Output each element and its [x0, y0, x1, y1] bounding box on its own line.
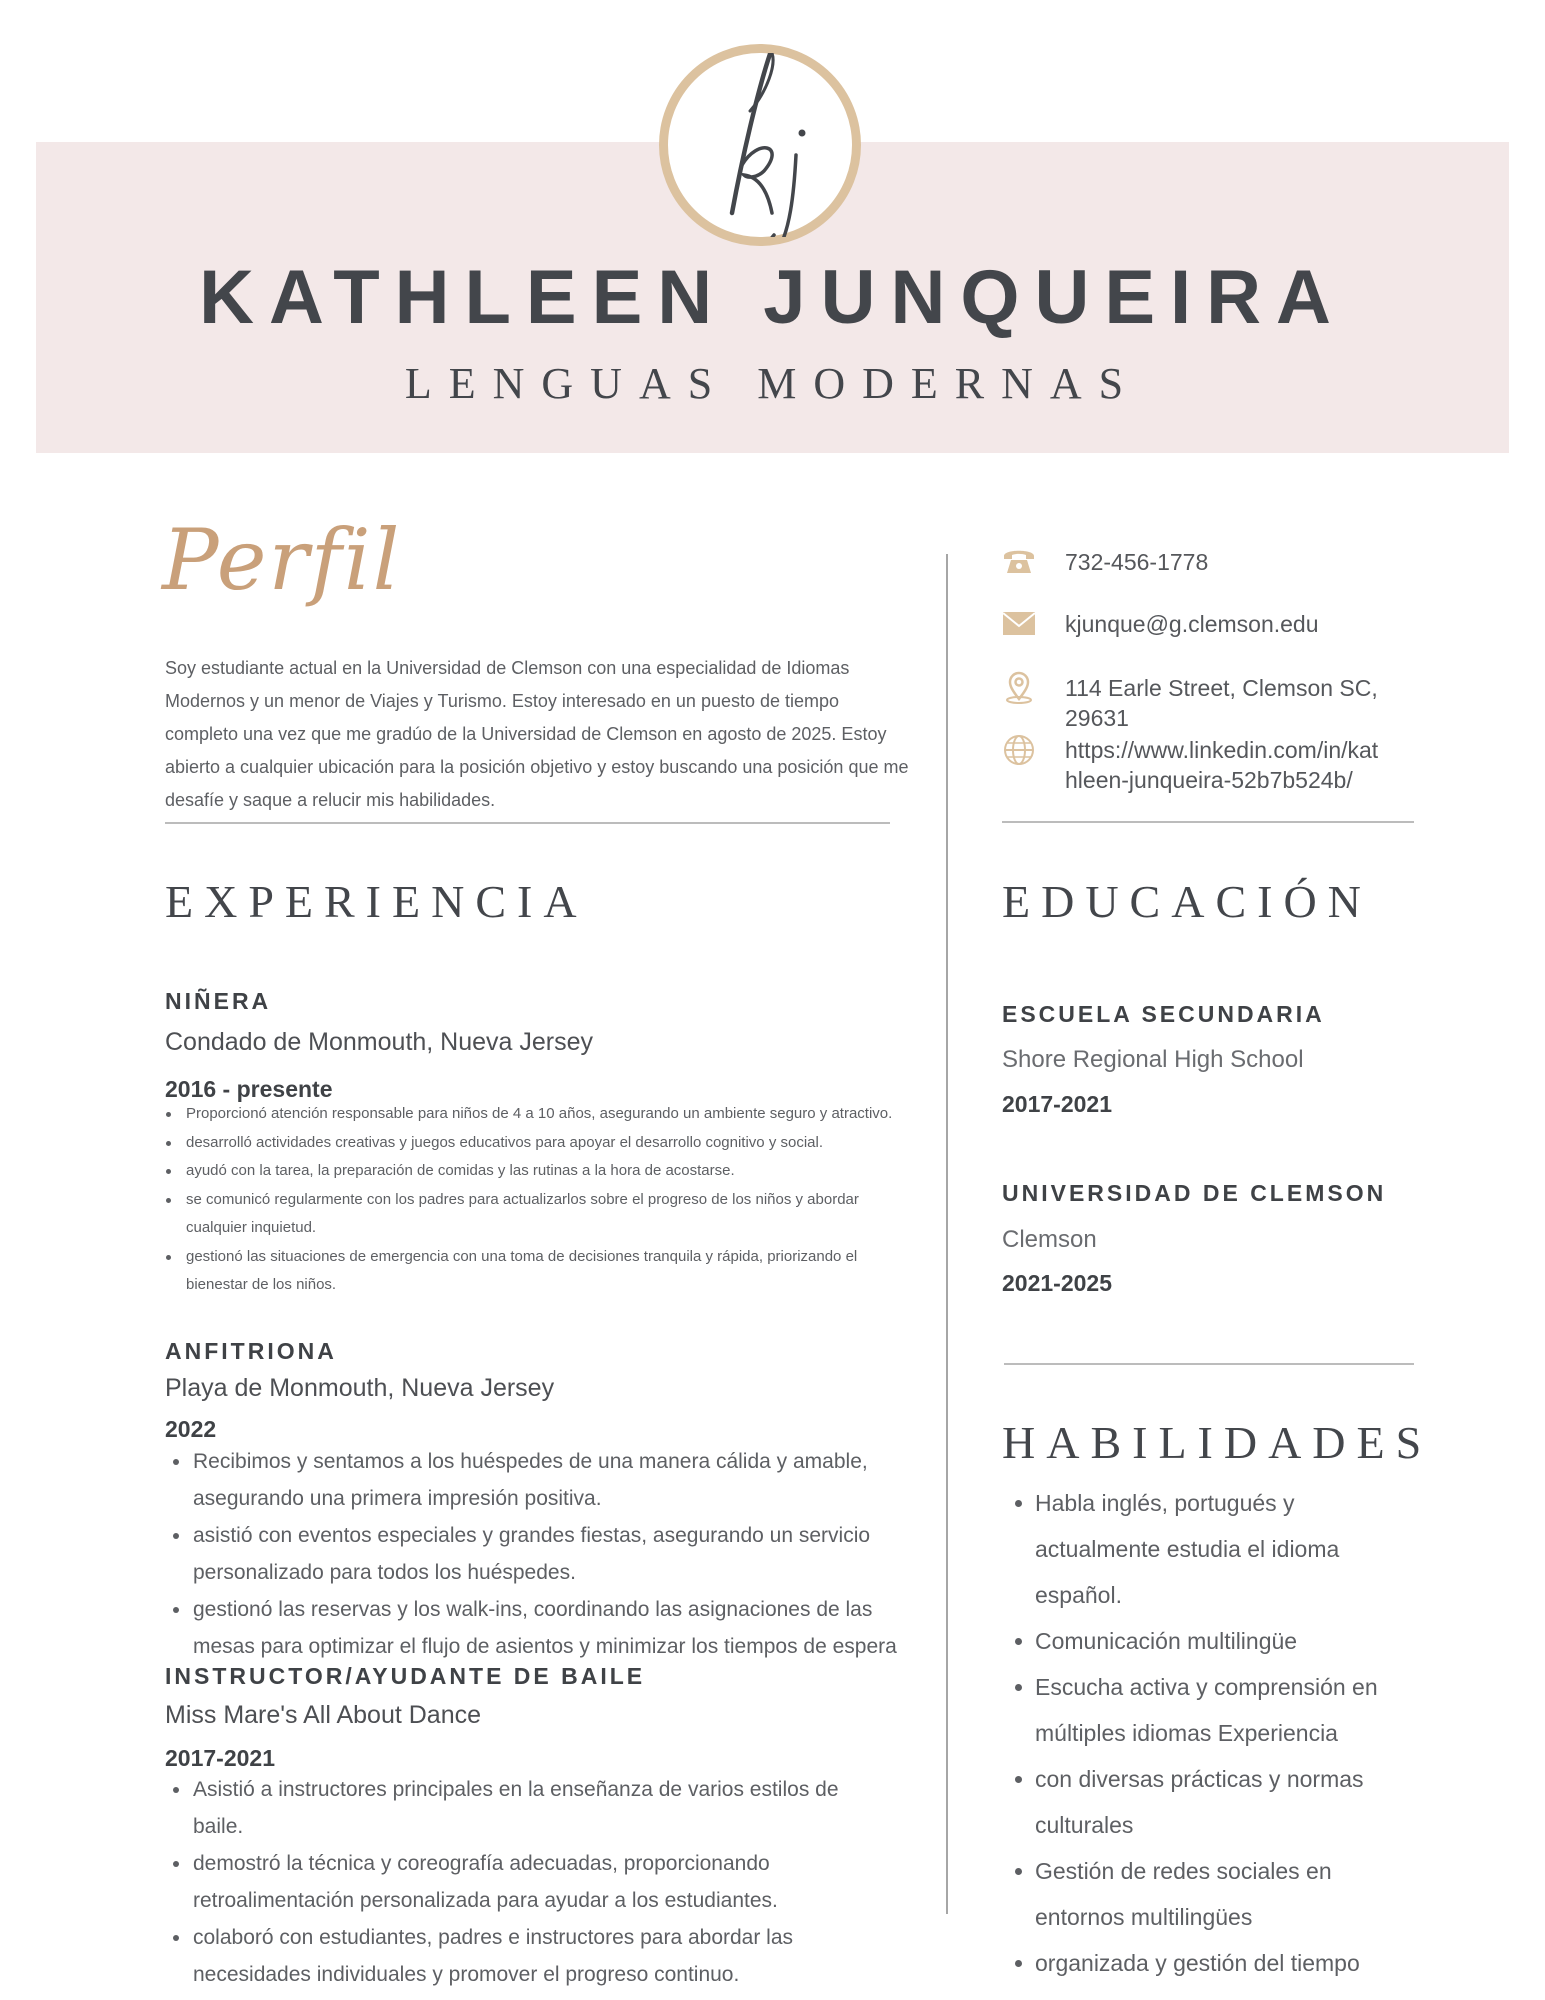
- experience-heading: EXPERIENCIA: [165, 876, 588, 927]
- contact-phone-row: [1002, 544, 1036, 583]
- job-place: Miss Mare's All About Dance: [165, 1701, 482, 1729]
- list-item: gestionó las reservas y los walk-ins, coordinando las asignaciones de las mesas para optimizar el flujo de asientos y minimizar los tiempos de espera: [193, 1591, 903, 1665]
- linkedin-line-2[interactable]: hleen-junqueira-52b7b524b/: [1065, 767, 1353, 793]
- list-item: ayudó con la tarea, la preparación de comidas y las rutinas a la hora de acostarse.: [186, 1157, 906, 1186]
- job-date: 2017-2021: [165, 1745, 275, 1771]
- job-date: 2016 - presente: [165, 1076, 333, 1102]
- list-item: con diversas prácticas y normas culturales: [1035, 1756, 1415, 1848]
- education-title: ESCUELA SECUNDARIA: [1002, 1001, 1325, 1027]
- person-subtitle: LENGUAS MODERNAS: [404, 359, 1141, 408]
- globe-icon: [1002, 733, 1036, 767]
- list-item: Proporcionó atención responsable para niños de 4 a 10 años, asegurando un ambiente seguro y atractivo.: [186, 1100, 906, 1129]
- list-item: demostró la técnica y coreografía adecuadas, proporcionando retroalimentación personalizada para ayudar a los estudiantes.: [193, 1845, 893, 1919]
- skills-heading: HABILIDADES: [1002, 1417, 1433, 1468]
- profile-divider: [165, 822, 890, 824]
- location-pin-icon: [1002, 670, 1036, 704]
- contact-email: kjunque@g.clemson.edu: [1065, 611, 1319, 637]
- education-place: Shore Regional High School: [1002, 1046, 1304, 1073]
- education-date: 2021-2025: [1002, 1270, 1112, 1296]
- list-item: Recibimos y sentamos a los huéspedes de una manera cálida y amable, asegurando una primera impresión positiva.: [193, 1443, 903, 1517]
- column-divider: [946, 554, 948, 1914]
- education-heading: EDUCACIÓN: [1002, 876, 1372, 927]
- list-item: Escucha activa y comprensión en múltiples idiomas Experiencia: [1035, 1664, 1415, 1756]
- list-item: Asistió a instructores principales en la enseñanza de varios estilos de baile.: [193, 1771, 893, 1845]
- contact-linkedin[interactable]: [1065, 735, 1378, 795]
- contact-divider: [1002, 821, 1414, 823]
- skills-list: [1035, 1480, 1415, 1986]
- education-title: UNIVERSIDAD DE CLEMSON: [1002, 1180, 1387, 1206]
- contact-linkedin-row: [1002, 733, 1036, 772]
- monogram-kj-icon: [668, 53, 852, 237]
- job-bullets: [193, 1771, 893, 1993]
- list-item: se comunicó regularmente con los padres para actualizarlos sobre el progreso de los niños y abordar cualquier inquietud.: [186, 1186, 906, 1243]
- job-bullets: [186, 1100, 906, 1300]
- list-item: Gestión de redes sociales en entornos multilingües: [1035, 1848, 1415, 1940]
- job-place: Condado de Monmouth, Nueva Jersey: [165, 1028, 594, 1056]
- linkedin-line-1[interactable]: https://www.linkedin.com/in/kat: [1065, 737, 1379, 763]
- list-item: Comunicación multilingüe: [1035, 1618, 1415, 1664]
- job-title: INSTRUCTOR/AYUDANTE DE BAILE: [165, 1663, 646, 1689]
- job-date: 2022: [165, 1416, 217, 1442]
- profile-text: Soy estudiante actual en la Universidad de Clemson con una especialidad de Idiomas Modernos y un menor de Viajes y Turismo. Estoy interesado en un puesto de tiempo completo una vez que me gradúo de la Universidad de Clemson en agosto de 2025. Estoy abierto a cualquier ubicación para la posición objetivo y estoy buscando una posición que me desafíe y saque a relucir mis habilidades.: [165, 658, 909, 810]
- phone-icon: [1002, 544, 1036, 578]
- address-line-2: 29631: [1065, 705, 1129, 731]
- list-item: Habla inglés, portugués y actualmente estudia el idioma español.: [1035, 1480, 1415, 1618]
- job-bullets: [193, 1443, 903, 1665]
- address-line-1: 114 Earle Street, Clemson SC,: [1065, 675, 1378, 701]
- contact-address: [1065, 673, 1378, 733]
- job-title: NIÑERA: [165, 988, 272, 1014]
- person-name: KATHLEEN JUNQUEIRA: [199, 255, 1346, 340]
- list-item: colaboró con estudiantes, padres e instructores para abordar las necesidades individuales y promover el progreso continuo.: [193, 1919, 893, 1993]
- mail-icon: [1002, 606, 1036, 640]
- job-title: ANFITRIONA: [165, 1338, 337, 1364]
- list-item: asistió con eventos especiales y grandes fiestas, asegurando un servicio personalizado para todos los huéspedes.: [193, 1517, 903, 1591]
- job-place: Playa de Monmouth, Nueva Jersey: [165, 1374, 555, 1402]
- list-item: gestionó las situaciones de emergencia con una toma de decisiones tranquila y rápida, priorizando el bienestar de los niños.: [186, 1243, 906, 1300]
- contact-phone: 732-456-1778: [1065, 549, 1209, 575]
- contact-address-row: [1002, 670, 1036, 709]
- contact-email-row: [1002, 606, 1036, 645]
- list-item: organizada y gestión del tiempo: [1035, 1940, 1415, 1986]
- profile-heading: Perfil: [162, 511, 402, 609]
- education-place: Clemson: [1002, 1226, 1097, 1253]
- monogram-logo: [659, 44, 861, 246]
- list-item: desarrolló actividades creativas y juegos educativos para apoyar el desarrollo cognitivo y social.: [186, 1129, 906, 1158]
- education-date: 2017-2021: [1002, 1091, 1112, 1117]
- education-divider: [1004, 1363, 1414, 1365]
